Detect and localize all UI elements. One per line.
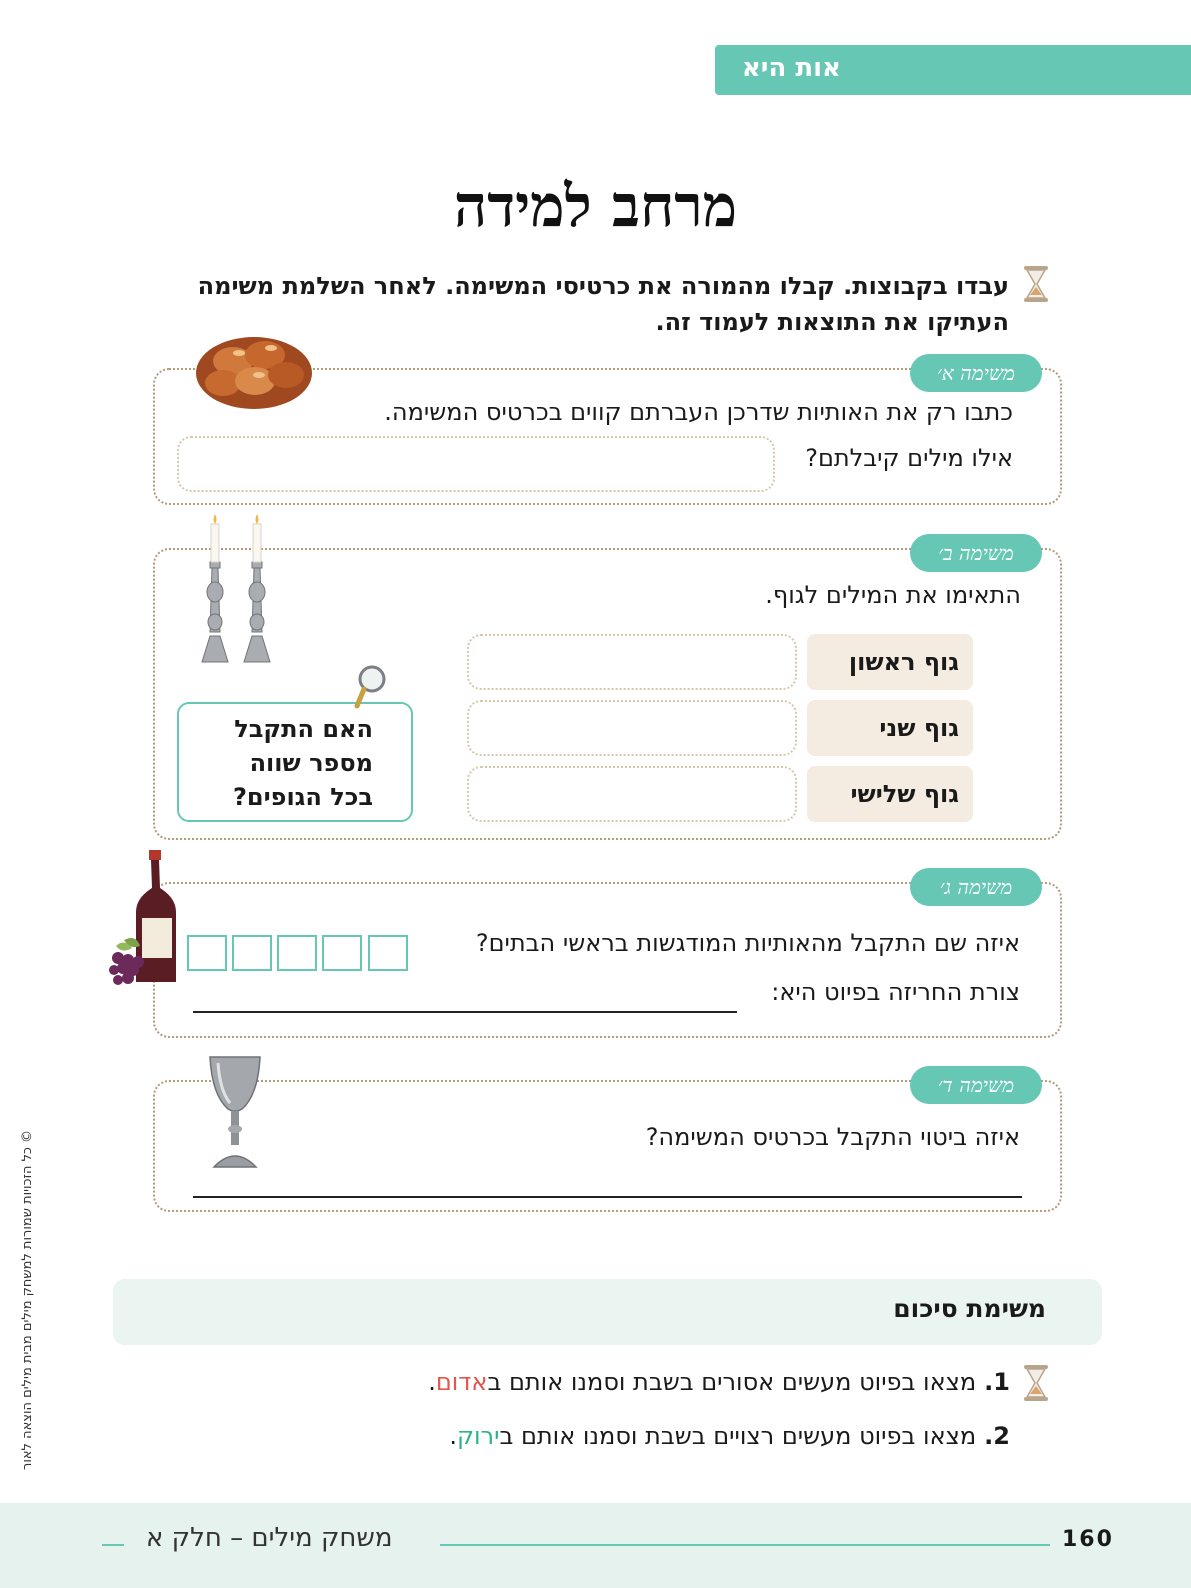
letter-box-5[interactable]	[187, 935, 227, 971]
footer-book-title: משחק מילים – חלק א	[146, 1523, 393, 1553]
letter-box-4[interactable]	[232, 935, 272, 971]
challah-icon	[193, 323, 315, 415]
intro-instructions: עבדו בקבוצות. קבלו מהמורה את כרטיסי המשימה. לאחר השלמת משימה העתיקו את התוצאות לעמוד זה.	[197, 272, 1009, 336]
kiddush-cup-icon	[208, 1055, 262, 1171]
footer-rule-left	[102, 1544, 124, 1546]
summary-title: משימת סיכום	[893, 1294, 1046, 1323]
letter-box-1[interactable]	[368, 935, 408, 971]
person-label-third: גוף שלישי	[807, 766, 973, 822]
person-label-first: גוף ראשון	[807, 634, 973, 690]
task-c-rhyme-question: צורת החריזה בפיוט היא:	[771, 978, 1020, 1006]
summary-bar	[113, 1279, 1102, 1345]
task-a-answer-field[interactable]	[177, 436, 775, 492]
letter-box-3[interactable]	[277, 935, 317, 971]
candlesticks-icon	[190, 512, 286, 668]
tip-box	[177, 702, 413, 822]
summary-item-1-text: מצאו בפיוט מעשים אסורים בשבת וסמנו אותם ב	[487, 1368, 977, 1396]
summary-item-2-text: מצאו בפיוט מעשים רצויים בשבת וסמנו אותם ב	[499, 1422, 977, 1450]
task-b-instruction: התאימו את המילים לגוף.	[765, 581, 1021, 609]
footer-rule-right	[440, 1544, 1050, 1546]
chapter-tab-label: אות היא	[741, 53, 841, 83]
chapter-tab	[715, 45, 1191, 95]
person-label-second: גוף שני	[807, 700, 973, 756]
summary-item-1-period: .	[428, 1368, 436, 1396]
copyright-notice: © כל הזכויות שמורות למשחק מילים מבית מילים הוצאה לאור	[20, 1130, 35, 1471]
tip-line-2: מספר שווה	[249, 749, 373, 777]
task-c-label: משימה ג׳	[910, 868, 1042, 906]
task-d-label: משימה ד׳	[910, 1066, 1042, 1104]
tip-line-1: האם התקבל	[234, 715, 373, 743]
hourglass-icon	[1023, 265, 1049, 303]
letter-box-2[interactable]	[322, 935, 362, 971]
page-title: מרחב למידה	[453, 172, 738, 240]
phrase-answer-line[interactable]	[193, 1196, 1022, 1198]
rhyme-answer-line[interactable]	[193, 1011, 737, 1013]
page-number: 160	[1062, 1527, 1114, 1552]
wine-bottle-icon	[106, 850, 184, 988]
summary-item-1	[428, 1368, 1010, 1396]
task-a-label: משימה א׳	[910, 354, 1042, 392]
hourglass-icon	[1023, 1364, 1049, 1402]
summary-item-2	[449, 1422, 1010, 1450]
footer	[0, 1503, 1191, 1588]
summary-item-2-period: .	[449, 1422, 457, 1450]
summary-item-2-number: 2.	[984, 1422, 1010, 1450]
green-color-word: ירוק	[456, 1422, 500, 1450]
summary-item-1-number: 1.	[984, 1368, 1010, 1396]
red-color-word: אדום	[435, 1368, 488, 1396]
second-person-answer-field[interactable]	[467, 700, 797, 756]
tip-line-3: בכל הגופים?	[232, 783, 373, 811]
task-d-question: איזה ביטוי התקבל בכרטיס המשימה?	[645, 1123, 1020, 1151]
task-c-question: איזה שם התקבל מהאותיות המודגשות בראשי הבתים?	[475, 929, 1020, 957]
magnifier-icon	[353, 664, 387, 710]
task-b-label: משימה ב׳	[910, 534, 1042, 572]
first-person-answer-field[interactable]	[467, 634, 797, 690]
task-a-instruction: כתבו רק את האותיות שדרכן העברתם קווים בכרטיס המשימה.	[384, 398, 1013, 426]
task-a-question: אילו מילים קיבלתם?	[805, 444, 1013, 472]
third-person-answer-field[interactable]	[467, 766, 797, 822]
